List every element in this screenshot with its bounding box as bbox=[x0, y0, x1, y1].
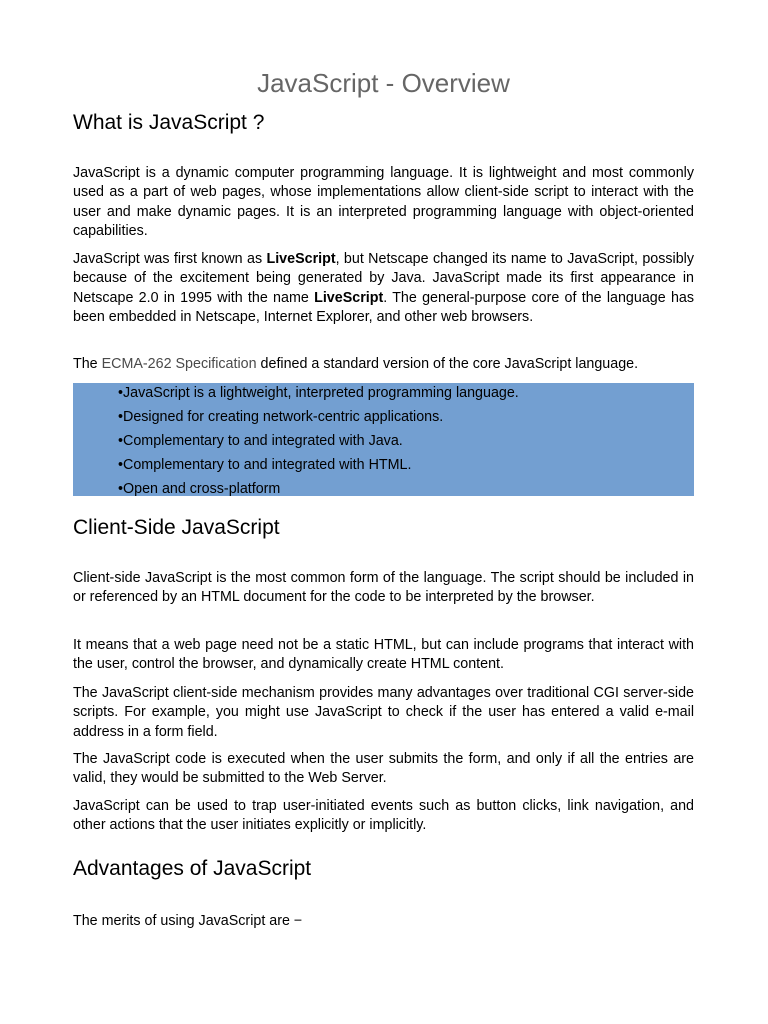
page-title: JavaScript - Overview bbox=[257, 68, 510, 98]
feature-bullet-box bbox=[73, 383, 694, 496]
paragraph-client-side-3: The JavaScript client-side mechanism provides many advantages over traditional CGI server-side scripts. For example, you might use JavaScript to check if the user has entered a valid e-mail address in a form field. bbox=[73, 685, 694, 740]
text-run: The bbox=[73, 356, 102, 372]
list-item: •Designed for creating network-centric applications. bbox=[118, 409, 444, 425]
bold-livescript: LiveScript bbox=[314, 289, 384, 306]
heading-client-side: Client-Side JavaScript bbox=[73, 516, 280, 539]
paragraph-client-side-1: Client-side JavaScript is the most common form of the language. The script should be included in or referenced by an HTML document for the code to be interpreted by the browser. bbox=[73, 570, 694, 606]
paragraph-client-side-4: The JavaScript code is executed when the user submits the form, and only if all the entries are valid, they would be submitted to the Web Server. bbox=[73, 751, 694, 787]
heading-advantages: Advantages of JavaScript bbox=[73, 857, 312, 880]
bold-livescript: LiveScript bbox=[266, 251, 336, 267]
paragraph-merits: The merits of using JavaScript are − bbox=[73, 913, 303, 929]
text-run: JavaScript was first known as bbox=[73, 251, 267, 267]
paragraph-ecma bbox=[73, 355, 694, 374]
text-run: . The general-purpose core of the language has been embedded in Netscape, Internet Explorer, and other web browsers. bbox=[73, 289, 694, 325]
ecma-specification-link[interactable]: ECMA-262 Specification bbox=[101, 356, 257, 372]
paragraph-client-side-5: JavaScript can be used to trap user-initiated events such as button clicks, link navigation, and other actions that the user initiates explicitly or implicitly. bbox=[73, 798, 694, 834]
text-run: defined a standard version of the core JavaScript language. bbox=[256, 356, 639, 372]
list-item: •Complementary to and integrated with Java. bbox=[118, 433, 403, 449]
paragraph-client-side-2: It means that a web page need not be a static HTML, but can include programs that interact with the user, control the browser, and dynamically create HTML content. bbox=[73, 637, 694, 673]
paragraph-livescript bbox=[73, 250, 694, 327]
list-item: •Complementary to and integrated with HTML. bbox=[118, 457, 412, 473]
feature-list bbox=[73, 381, 694, 501]
heading-what-is-javascript: What is JavaScript ? bbox=[73, 111, 265, 134]
list-item: •Open and cross-platform bbox=[118, 481, 281, 497]
text-run: , but Netscape changed its name to JavaScript, possibly because of the excitement being generated by Java. JavaScript made its first appearance in Netscape 2.0 in 1995 with the name bbox=[73, 251, 694, 306]
list-item: •JavaScript is a lightweight, interpreted programming language. bbox=[118, 385, 519, 401]
paragraph-intro: JavaScript is a dynamic computer programming language. It is lightweight and most commonly used as a part of web pages, whose implementations allow client-side script to interact with the user and make dynamic pages. It is an interpreted programming language with object-oriented capabilities. bbox=[73, 165, 694, 239]
